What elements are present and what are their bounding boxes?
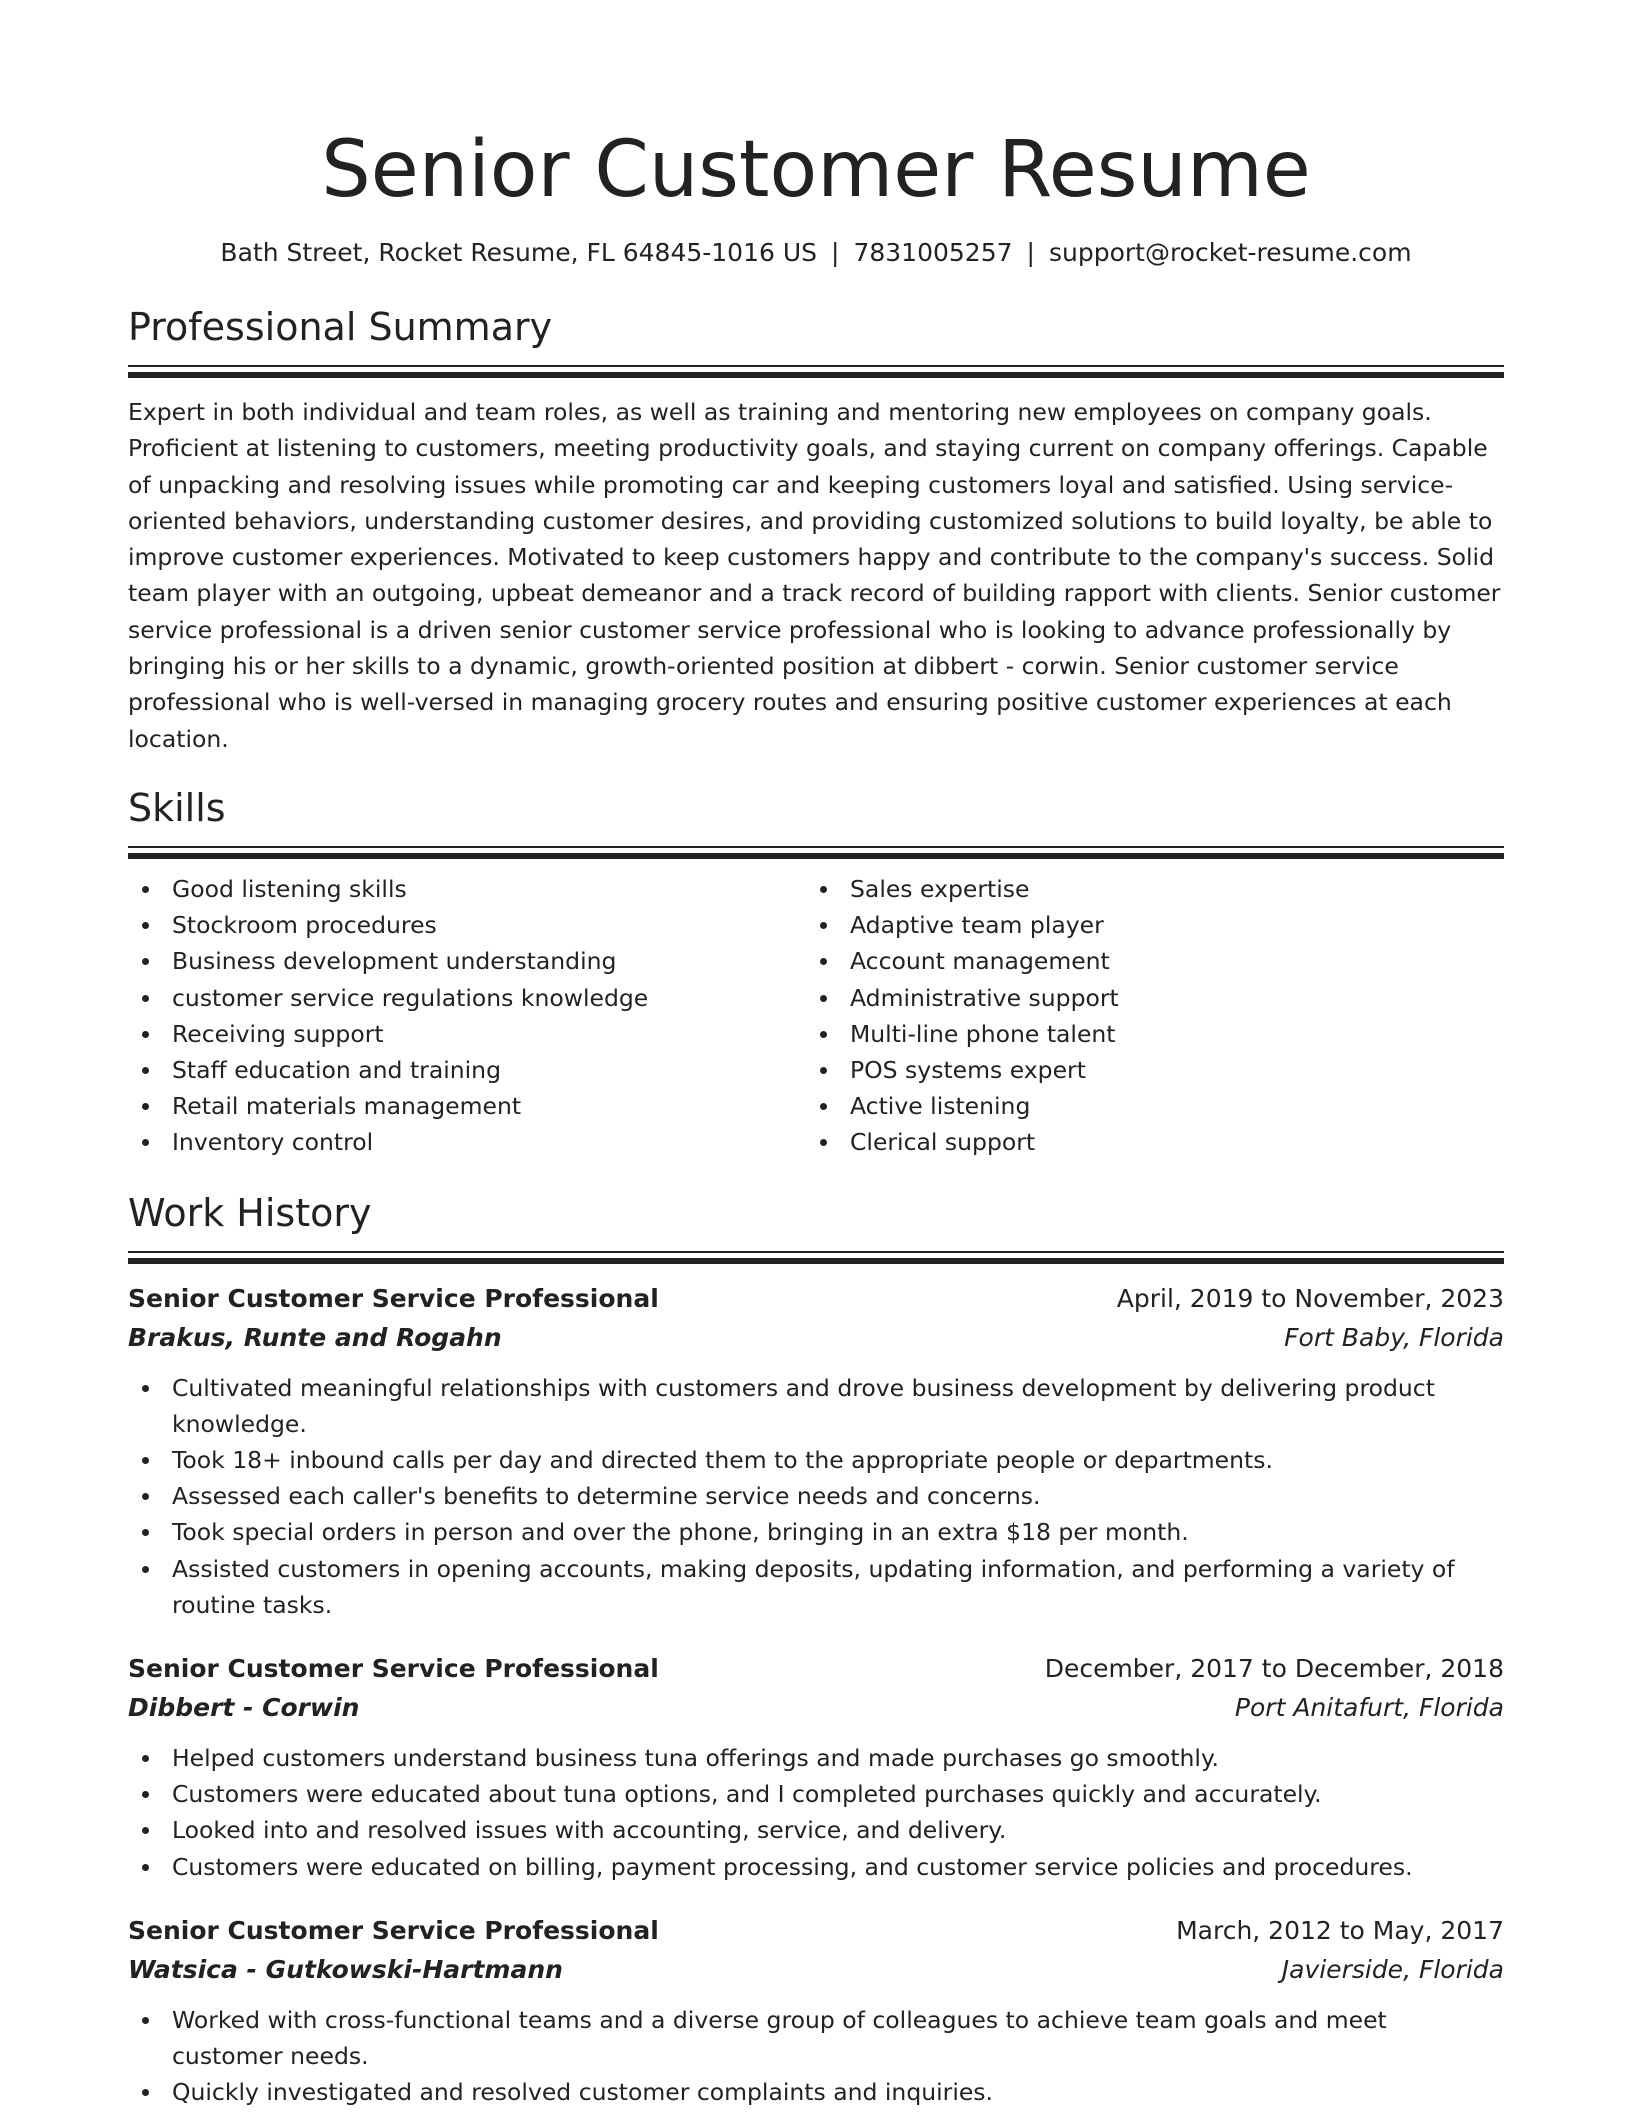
job-header [128, 1650, 1504, 1688]
job-bullets [128, 1370, 1504, 1623]
resume-page [128, 0, 1504, 2110]
skill-item: Adaptive team player [806, 907, 1484, 943]
job-location: Port Anitafurt, Florida [1234, 1693, 1504, 1723]
job-bullet: Cultivated meaningful relationships with customers and drove business development by delivering product knowledge. [128, 1370, 1504, 1442]
work-section [128, 1189, 1504, 2111]
contact-phone: 7831005257 [853, 238, 1013, 267]
job-dates: March, 2012 to May, 2017 [1176, 1915, 1504, 1945]
job-bullet: Helped customers understand business tuna offerings and made purchases go smoothly. [128, 1740, 1504, 1776]
contact-separator: | [831, 238, 840, 267]
skill-item: Good listening skills [128, 871, 806, 907]
section-divider [128, 846, 1504, 859]
job-bullets [128, 1740, 1504, 1885]
resume-name: Senior Customer Resume [321, 125, 1311, 215]
job-subheader [128, 1318, 1504, 1358]
job-company: Dibbert - Corwin [128, 1693, 360, 1723]
job-subheader [128, 1688, 1504, 1728]
work-heading: Work History [128, 1190, 372, 1235]
job-header [128, 1912, 1504, 1950]
contact-email: support@rocket-resume.com [1048, 238, 1412, 267]
job-dates: April, 2019 to November, 2023 [1116, 1283, 1504, 1313]
job-bullet: Customers were educated on billing, payment processing, and customer service policies and procedures. [128, 1849, 1504, 1885]
skill-item: Staff education and training [128, 1052, 806, 1088]
skill-item: Business development understanding [128, 943, 806, 979]
skills-section [128, 784, 1504, 1161]
section-divider [128, 365, 1504, 378]
job-bullet: Took 18+ inbound calls per day and directed them to the appropriate people or departments. [128, 1442, 1504, 1478]
skills-list-left [128, 871, 806, 1161]
skill-item: Active listening [806, 1088, 1484, 1124]
job-location: Javierside, Florida [1281, 1954, 1504, 1984]
job-location: Fort Baby, Florida [1284, 1322, 1504, 1352]
skill-item: POS systems expert [806, 1052, 1484, 1088]
skill-item: Clerical support [806, 1124, 1484, 1160]
job-bullet: Assessed each caller's benefits to determine service needs and concerns. [128, 1478, 1504, 1514]
skill-item: Retail materials management [128, 1088, 806, 1124]
skills-list-right [806, 871, 1484, 1161]
job-entry [128, 1912, 1504, 2111]
job-list [128, 1280, 1504, 2111]
job-bullet: Looked into and resolved issues with accounting, service, and delivery. [128, 1812, 1504, 1848]
job-title: Senior Customer Service Professional [128, 1654, 659, 1684]
job-bullets [128, 2002, 1504, 2111]
job-bullet: Worked with cross-functional teams and a diverse group of colleagues to achieve team goals and meet customer needs. [128, 2002, 1504, 2074]
contact-separator: | [1026, 238, 1035, 267]
skill-item: Multi-line phone talent [806, 1016, 1484, 1052]
summary-heading: Professional Summary [128, 305, 553, 349]
skill-item: Stockroom procedures [128, 907, 806, 943]
job-dates: December, 2017 to December, 2018 [1044, 1654, 1504, 1684]
summary-text: Expert in both individual and team roles, as well as training and mentoring new employees on company goals. Proficient at listening to customers, meeting productivity goals, and staying current on company offerings. Capable of unpacking and resolving issues while promoting car and keeping customers loyal and satisfied. Using service-oriented behaviors, understanding customer desires, and providing customized solutions to build loyalty, be able to improve customer experiences. Motivated to keep customers happy and contribute to the company's success. Solid team player with an outgoing, upbeat demeanor and a track record of building rapport with clients. Senior customer service professional is a driven senior customer service professional who is looking to advance professionally by bringing his or her skills to a dynamic, growth-oriented position at dibbert - corwin. Senior customer service professional who is well-versed in managing grocery routes and ensuring positive customer experiences at each location. [128, 398, 1501, 753]
skills-columns [128, 871, 1504, 1161]
job-company: Brakus, Runte and Rogahn [128, 1322, 502, 1352]
summary-section [128, 303, 1504, 757]
job-bullet: Assisted customers in opening accounts, making deposits, updating information, and performing a variety of routine tasks. [128, 1551, 1504, 1623]
skill-item: Inventory control [128, 1124, 806, 1160]
skill-item: Sales expertise [806, 871, 1484, 907]
job-entry [128, 1280, 1504, 1623]
job-bullet: Customers were educated about tuna options, and I completed purchases quickly and accurately. [128, 1776, 1504, 1812]
job-title: Senior Customer Service Professional [128, 1915, 659, 1945]
skill-item: customer service regulations knowledge [128, 980, 806, 1016]
job-entry [128, 1650, 1504, 1885]
job-bullet: Quickly investigated and resolved customer complaints and inquiries. [128, 2074, 1504, 2110]
job-subheader [128, 1950, 1504, 1990]
contact-address: Bath Street, Rocket Resume, FL 64845-1016 US [220, 238, 818, 267]
skill-item: Receiving support [128, 1016, 806, 1052]
skill-item: Administrative support [806, 980, 1484, 1016]
skill-item: Account management [806, 943, 1484, 979]
job-bullet: Took special orders in person and over the phone, bringing in an extra $18 per month. [128, 1514, 1504, 1550]
contact-line [128, 236, 1504, 270]
job-company: Watsica - Gutkowski-Hartmann [128, 1954, 563, 1984]
skills-heading: Skills [128, 785, 226, 830]
job-title: Senior Customer Service Professional [128, 1283, 659, 1313]
job-header [128, 1280, 1504, 1318]
section-divider [128, 1251, 1504, 1264]
